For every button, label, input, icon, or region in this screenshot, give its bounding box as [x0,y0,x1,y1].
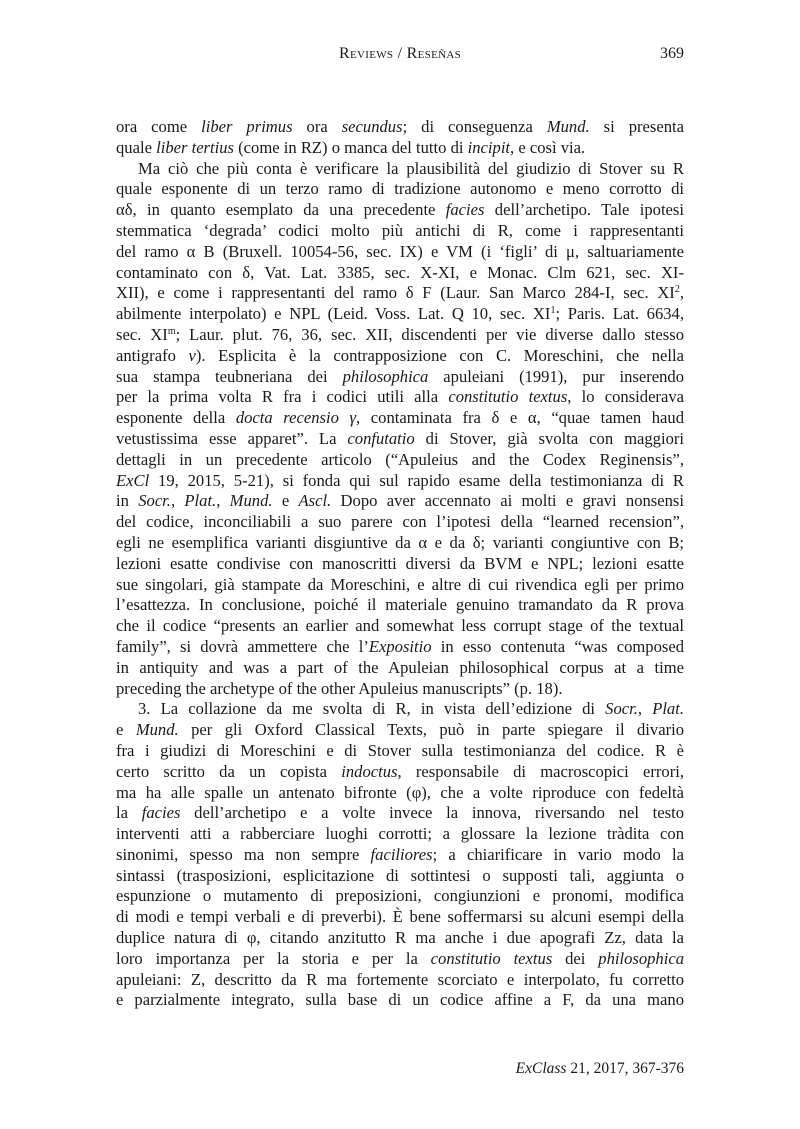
text-line [116,928,684,949]
text-line [116,637,684,658]
text-run: ). Esplicita è la contrapposizione con C. Moreschini, che nella [195,345,684,365]
text-run: dell’archetipo. Tale ipotesi [484,200,684,220]
text-line [116,159,684,180]
text-line [116,949,684,970]
text-run: , [679,283,684,303]
text-run: , responsabile di macroscopici errori, [397,761,684,781]
text-line [116,679,684,700]
italic-text: secundus [341,117,403,136]
text-run: del ramo α B (Bruxell. 10054-56, sec. IX) e VM (i ‘figli’ di μ, saltuariamente [116,241,684,261]
text-line [116,387,684,408]
italic-text: confutatio [347,428,415,448]
text-run: dei [552,948,599,968]
text-line [116,283,684,304]
text-run: preceding the archetype of the other Apuleius manuscripts” (p. 18). [116,678,563,698]
text-line [116,304,684,325]
text-line [116,367,684,388]
text-run: interventi atti a rabberciare luoghi corrotti; a glossare la lezione tràdita con [116,824,684,844]
text-run: 19, 2015, 5-21), si fonda qui sul rapido esame della testimonianza di R [149,470,684,490]
italic-text: indoctus [341,761,398,781]
italic-text: facies [445,200,485,220]
italic-text: facies [141,803,181,823]
text-line [116,491,684,512]
text-run: apuleiani (1991), pur inserendo [428,366,684,386]
text-run: di Stover, già svolta con maggiori [414,428,684,448]
text-run: in antiquity and was a part of the Apuleian philosophical corpus at a time [116,657,684,677]
text-run: del codice, inconciliabili a suo parere con l’ipotesi della “learned recension”, [116,512,684,532]
text-run: e parzialmente integrato, sulla base di un codice affine a F, da una mano [116,990,684,1010]
text-run: quale [116,137,157,157]
text-line [116,886,684,907]
text-run: di modi e tempi verbali e di preverbi). È bene soffermarsi su alcuni esempi della [116,907,684,927]
text-line [116,907,684,928]
superscript: m [167,325,176,337]
text-run: abilmente interpolato) e NPL (Leid. Voss. Lat. Q 10, sec. XI [116,304,551,324]
text-run: si presenta [589,117,685,136]
text-run: antigrafo [116,345,189,365]
text-run: fra i giudizi di Moreschini e di Stover sulla testimonianza del codice. R è [116,740,684,760]
text-run: espunzione o mutamento di preposizioni, congiunzioni e pronomi, modifica [116,886,684,906]
text-run: sinonimi, spesso ma non sempre [116,844,371,864]
text-run: contaminato con δ, Vat. Lat. 3385, sec. X-XI, e Monac. Clm 621, sec. XI- [116,262,684,282]
text-run: αδ, in quanto esemplato da una precedente [116,200,446,220]
text-run: ora come [116,117,202,136]
text-line [116,325,684,346]
text-run: , [170,491,185,511]
text-run: per la prima volta R fra i codici utili alla [116,387,449,407]
text-line [116,783,684,804]
text-line [116,450,684,471]
text-run: in [116,491,139,511]
text-line [116,616,684,637]
superscript: 1 [550,305,556,317]
text-run: XII), e come i rappresentanti del ramo δ F (Laur. San Marco 284-I, sec. XI [116,283,675,303]
italic-text: Plat. [184,491,217,511]
italic-text: Socr. [605,699,638,719]
text-line [116,824,684,845]
text-run: per gli Oxford Classical Texts, può in parte spiegare il divario [178,720,685,740]
text-line [116,242,684,263]
italic-text: ν [188,345,196,365]
text-run: e [116,720,136,740]
body-text [116,117,684,1011]
text-run: , contaminata fra δ e α, “quae tamen haud [356,408,685,428]
text-line [116,803,684,824]
citation-details: 21, 2017, 367-376 [566,1060,684,1077]
text-run: , [216,491,230,511]
text-run: ma ha alle spalle un antenato bifronte (φ), che a volte riproduce con fedeltà [116,782,684,802]
text-run: Dopo aver accennato ai molti e gravi nonsensi [331,491,684,511]
text-run: egli ne esemplifica varianti disgiuntive da α e da δ; varianti congiuntive con B; [116,532,684,552]
text-line [116,699,684,720]
text-line [116,595,684,616]
text-line [116,138,684,159]
text-line [116,845,684,866]
text-run: certo scritto da un copista [116,761,342,781]
text-run: in esso contenuta “was composed [431,636,685,656]
italic-text: faciliores [370,844,433,864]
text-run: che il codice “presents an earlier and somewhat less corrupt stage of the textual [116,616,684,636]
italic-text: Plat. [652,699,684,719]
text-line [116,970,684,991]
text-run: , lo considerava [567,387,684,407]
text-run: stemmatica ‘degrada’ codici molto più antichi di R, come i rappresentanti [116,220,684,240]
journal-name: ExClass [515,1060,567,1077]
text-line [116,762,684,783]
italic-text: Mund. [135,720,179,740]
text-line [116,554,684,575]
italic-text: liber tertius [156,137,234,157]
italic-text: constitutio textus [448,387,568,407]
text-line [116,408,684,429]
text-run: , e così via. [510,137,586,157]
text-line [116,429,684,450]
text-run: sua stampa teubneriana dei [116,366,343,386]
text-run: la [116,803,142,823]
italic-text: Ascl. [298,491,332,511]
text-run: ; Laur. plut. 76, 36, sec. XII, discendenti per vie diverse dallo stesso [175,324,684,344]
text-run: sintassi (trasposizioni, esplicitazione di sottintesi o supposti tali, aggiunta o [116,865,684,885]
text-line [116,866,684,887]
page-number: 369 [660,45,684,62]
text-run: esponente della [116,408,236,428]
text-line [116,471,684,492]
italic-text: ExCl [116,470,150,490]
text-line [116,575,684,596]
text-run: quale esponente di un terzo ramo di tradizione autonomo e meno corrotto di [116,179,684,199]
italic-text: liber primus [201,117,293,136]
text-run: loro importanza per la storia e per la [116,948,431,968]
text-run: duplice natura di φ, citando anzitutto R ma anche i due apografi Zz, data la [116,928,684,948]
superscript: 2 [674,284,680,296]
text-line [116,533,684,554]
text-run: (come in RZ) o manca del tutto di [234,137,468,157]
text-line [116,346,684,367]
text-line [116,720,684,741]
text-line [116,200,684,221]
text-line [116,117,684,138]
text-run: ; Paris. Lat. 6634, [555,304,684,324]
text-line [116,741,684,762]
text-line [116,990,684,1011]
italic-text: constitutio textus [430,948,553,968]
text-run: sue singolari, già stampate da Moreschini, e altre di cui rivendica egli per primo [116,574,684,594]
text-line [116,179,684,200]
text-run: Ma ciò che più conta è verificare la plausibilità del giudizio di Stover su R [138,158,684,178]
text-line [116,658,684,679]
text-run: ; di conseguenza [402,117,547,136]
text-line [116,512,684,533]
text-run: dell’archetipo e a volte invece la innova, riversando nel testo [180,803,685,823]
italic-text: Expositio [368,636,432,656]
italic-text: philosophica [342,366,429,386]
text-line [116,221,684,242]
text-run: dettagli in un precedente articolo (“Apuleius and the Codex Reginensis”, [116,449,684,469]
footer-citation [516,1060,684,1078]
italic-text: docta recensio γ [235,408,357,428]
italic-text: philosophica [598,948,684,968]
italic-text: Mund. [546,117,590,136]
text-line [116,263,684,284]
text-run: 3. La collazione da me svolta di R, in vista dell’edizione di [138,699,606,719]
running-head [116,45,684,67]
text-run: sec. XI [116,324,168,344]
text-run: e [272,491,299,511]
text-run: apuleiani: Z, descritto da R ma fortemente scorciato e interpolato, fu corretto [116,969,684,989]
italic-text: Socr. [138,491,171,511]
running-title: Reviews / Reseñas [339,45,461,62]
italic-text: incipit [467,137,511,157]
text-run: lezioni esatte condivise con manoscritti diversi da BVM e NPL; lezioni esatte [116,553,684,573]
text-run: l’esattezza. In conclusione, poiché il materiale genuino tramandato da R prova [116,595,684,615]
text-run: ora [292,117,342,136]
text-run: family”, si dovrà ammettere che l’ [116,636,369,656]
text-run: vetustissima esse apparet”. La [116,428,348,448]
text-run: , [637,699,653,719]
text-run: ; a chiarificare in vario modo la [432,844,684,864]
italic-text: Mund. [229,491,273,511]
